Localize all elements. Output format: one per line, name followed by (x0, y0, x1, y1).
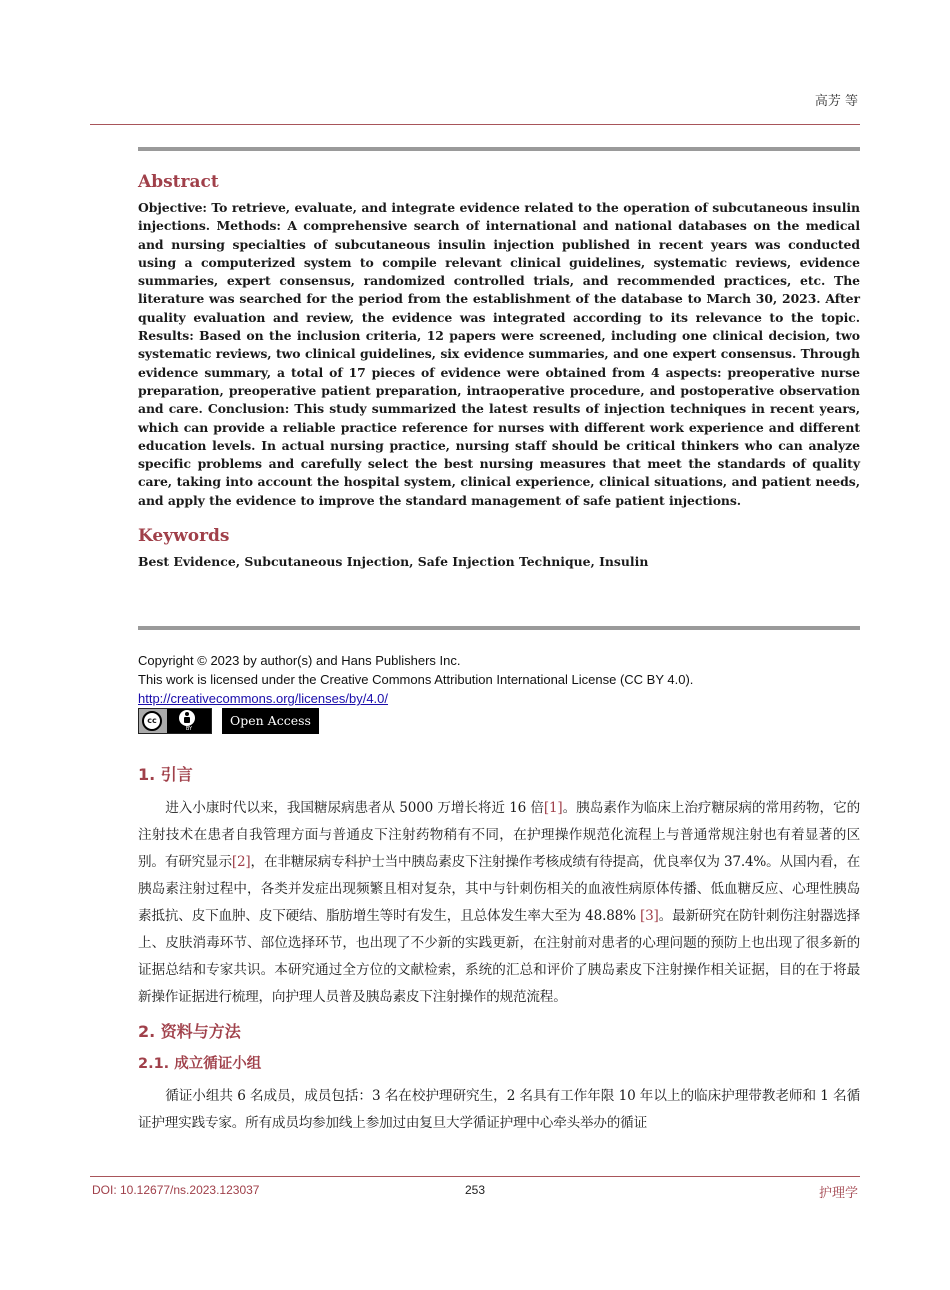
citation-link[interactable]: [3] (639, 908, 659, 924)
abstract-heading: Abstract (138, 172, 219, 192)
text-run: 进入小康时代以来，我国糖尿病患者从 5000 万增长将近 16 倍 (165, 800, 544, 816)
abstract-bottom-bar (138, 626, 860, 630)
section-1-heading: 1. 引言 (138, 765, 193, 784)
open-access-badge[interactable]: Open Access (222, 708, 319, 734)
person-icon (179, 710, 195, 726)
text-run: ，在非糖尿病专科护士当中胰岛素皮下注射操作考核成绩有待提高，优良率仅为 37.4%。从国内看，在胰岛素注射过程中，各类并发症出现频繁且相对复杂，其中与针刺伤相关的血液性病原体传播、低血糖反应、心理性胰岛素抵抗、皮下血肿、皮下硬结、脂肪增生等时有发生，且总体发生率大至为 48.88% (138, 854, 860, 924)
section-2-1-heading: 2.1. 成立循证小组 (138, 1056, 262, 1072)
by-label: BY (185, 726, 193, 732)
license-badges (138, 708, 319, 734)
section-2-1-paragraph: 循证小组共 6 名成员，成员包括：3 名在校护理研究生，2 名具有工作年限 10 年以上的临床护理带教老师和 1 名循证护理实践专家。所有成员均参加线上参加过由复旦大学循证护理中心牵头举办的循证 (138, 1088, 860, 1131)
citation-link[interactable]: [2] (231, 854, 251, 870)
text-run: 。最新研究在防针刺伤注射器选择上、皮肤消毒环节、部位选择环节，也出现了不少新的实践更新，在注射前对患者的心理问题的预防上也出现了很多新的证据总结和专家共识。本研究通过全方位的文献检索，系统的汇总和评价了胰岛素皮下注射操作相关证据，目的在于将最新操作证据进行梳理，向护理人员普及胰岛素皮下注射操作的规范流程。 (138, 908, 860, 1005)
abstract-top-bar (138, 147, 860, 151)
header-rule (90, 124, 860, 125)
copyright-line: Copyright © 2023 by author(s) and Hans Publishers Inc. (138, 653, 461, 668)
abstract-text: Objective: To retrieve, evaluate, and integrate evidence related to the operation of subcutaneous insulin injections. Methods: A comprehensive search of international and national databases on the medical and nursing specialties of subcutaneous insulin injection published in recent years was conducted using a computerized system to compile relevant clinical guidelines, systematic reviews, evidence summaries, expert consensus, randomized controlled trials, and recommended practices, etc. The literature was searched for the period from the establishment of the database to March 30, 2023. After quality evaluation and review, the evidence was integrated according to its relevance to the topic. Results: Based on the inclusion criteria, 12 papers were screened, including one clinical decision, two systematic reviews, two clinical guidelines, six evidence summaries, and one expert consensus. Through evidence summary, a total of 17 pieces of evidence were obtained from 4 aspects: preoperative nurse preparation, preoperative patient preparation, intraoperative procedure, and postoperative observation and care. Conclusion: This study summarized the latest results of injection techniques in recent years, which can provide a reliable practice reference for nurses with different work experience and different education levels. In actual nursing practice, nursing staff should be critical thinkers who can analyze specific problems and carefully select the best nursing measures that meet the standards of quality care, taking into account the hospital system, clinical experience, clinical situations, and patient needs, and apply the evidence to improve the standard management of safe patient injections. (138, 200, 860, 508)
text-run: 。胰岛素作为临床上治疗糖尿病的常用药物，它的注射技术在患者自我管理方面与普通皮下注射药物稍有不同，在护理操作规范化流程上与普通常规注射也有着显著的区别。有研究显示 (138, 800, 860, 870)
main-body (138, 762, 860, 1145)
footer-rule (90, 1176, 860, 1177)
section-1-paragraph (138, 795, 860, 1011)
footer-doi[interactable]: DOI: 10.12677/ns.2023.123037 (92, 1183, 260, 1197)
cc-icon: cc (142, 711, 162, 731)
abstract-block (138, 172, 860, 571)
license-link[interactable]: http://creativecommons.org/licenses/by/4.0/ (138, 691, 389, 706)
by-icon (167, 709, 211, 733)
citation-link[interactable]: [1] (543, 800, 563, 816)
license-block (138, 651, 860, 708)
person-body (184, 717, 190, 723)
footer-page-number: 253 (464, 1183, 486, 1197)
keywords-text: Best Evidence, Subcutaneous Injection, Safe Injection Technique, Insulin (138, 554, 649, 570)
license-statement: This work is licensed under the Creative Commons Attribution International License (CC BY 4.0). (138, 672, 694, 687)
running-header-author: 高芳 等 (814, 94, 858, 109)
keywords-heading: Keywords (138, 526, 230, 547)
footer-journal-name: 护理学 (818, 1186, 858, 1201)
section-2-heading: 2. 资料与方法 (138, 1022, 241, 1041)
cc-by-badge[interactable] (138, 708, 212, 734)
person-head (185, 712, 189, 716)
